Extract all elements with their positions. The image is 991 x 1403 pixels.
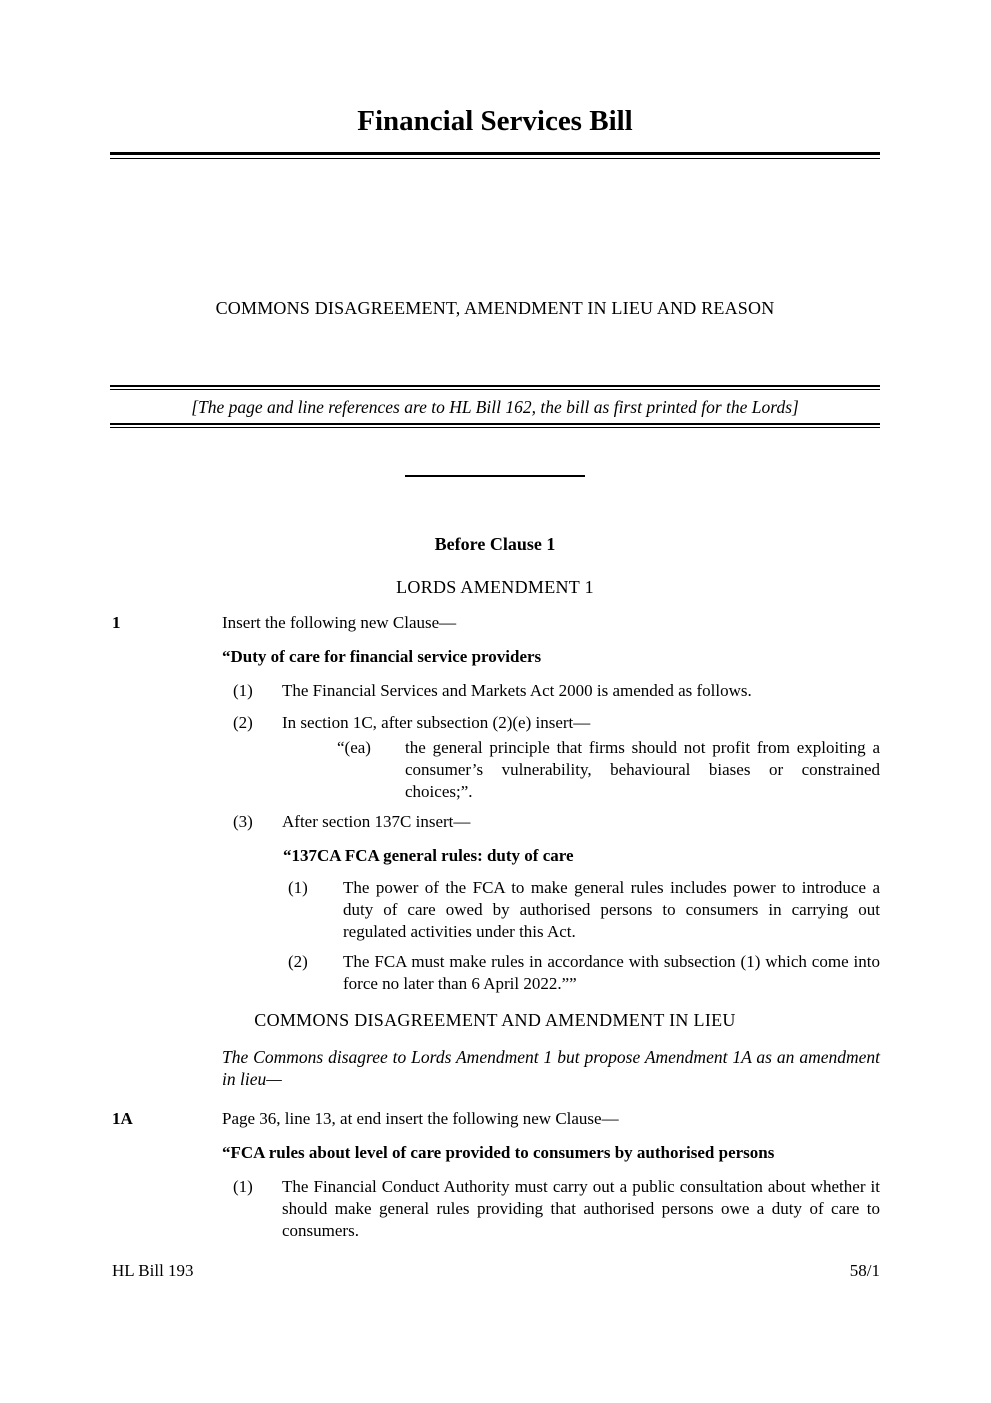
- amendment-1-number: 1: [112, 613, 121, 632]
- lords-amendment-heading: LORDS AMENDMENT 1: [396, 577, 594, 597]
- inserted-subsection-text: The power of the FCA to make general rules includes power to introduce a duty of care owed by authorised persons to consumers in carrying out regulated activities under this Act.: [343, 878, 880, 941]
- amendment-1-row: [110, 612, 880, 634]
- commons-disagreement-heading: COMMONS DISAGREEMENT AND AMENDMENT IN LIEU: [254, 1010, 736, 1030]
- title-rule: [110, 152, 880, 159]
- clause-heading-duty-of-care: “Duty of care for financial service providers: [222, 647, 542, 666]
- inserted-subsection-number: (1): [288, 878, 308, 897]
- amendment-1-instruction: Insert the following new Clause—: [222, 613, 457, 632]
- subsection-row: [233, 680, 880, 702]
- inserted-paragraph-number: “(ea): [337, 738, 371, 757]
- subsection-row: [233, 811, 880, 833]
- inserted-subsection-text: The FCA must make rules in accordance with subsection (1) which come into force no later than 6 April 2022.””: [343, 952, 880, 993]
- reference-note-box: [110, 385, 880, 428]
- subsection-text: The Financial Services and Markets Act 2000 is amended as follows.: [282, 681, 752, 700]
- amendment-1a-instruction: Page 36, line 13, at end insert the following new Clause—: [222, 1109, 619, 1128]
- subsection-text: After section 137C insert—: [282, 812, 471, 831]
- clause-heading-fca-rules: “FCA rules about level of care provided to consumers by authorised persons: [222, 1143, 775, 1162]
- page-title: Financial Services Bill: [357, 105, 633, 137]
- inserted-subsection-row: [288, 877, 880, 943]
- before-clause-heading: Before Clause 1: [434, 534, 556, 554]
- subsection-number: (1): [233, 1177, 253, 1196]
- page-footer: [112, 1260, 880, 1282]
- subsection-row: [233, 1176, 880, 1242]
- inserted-paragraph-text: the general principle that firms should not profit from exploiting a consumer’s vulnerability, behavioural biases or constrained choices;”.: [405, 738, 880, 801]
- print-number: 58/1: [849, 1261, 880, 1280]
- bill-number: HL Bill 193: [112, 1261, 194, 1280]
- page-content: [110, 0, 880, 1242]
- subsection-number: (1): [233, 681, 253, 700]
- commons-disagreement-note: The Commons disagree to Lords Amendment 1 but propose Amendment 1A as an amendment in lieu—: [222, 1047, 880, 1089]
- subsection-text: In section 1C, after subsection (2)(e) insert—: [282, 713, 591, 732]
- reference-note: [The page and line references are to HL Bill 162, the bill as first printed for the Lords]: [191, 397, 799, 417]
- section-divider: [405, 475, 585, 477]
- subsection-number: (3): [233, 812, 253, 831]
- subsection-number: (2): [233, 713, 253, 732]
- inserted-paragraph-ea: [337, 737, 880, 803]
- amendment-1a-number: 1A: [112, 1109, 133, 1128]
- subsection-row: [233, 712, 880, 734]
- reference-box-bottom-rule: [110, 423, 880, 428]
- subject-heading: COMMONS DISAGREEMENT, AMENDMENT IN LIEU AND REASON: [215, 298, 775, 318]
- subsection-text: The Financial Conduct Authority must carry out a public consultation about whether it should make general rules providing that authorised persons owe a duty of care to consumers.: [282, 1177, 880, 1240]
- inserted-subsection-number: (2): [288, 952, 308, 971]
- inserted-subsection-row: [288, 951, 880, 995]
- inserted-section-heading: “137CA FCA general rules: duty of care: [283, 846, 574, 865]
- amendment-1a-row: [110, 1108, 880, 1130]
